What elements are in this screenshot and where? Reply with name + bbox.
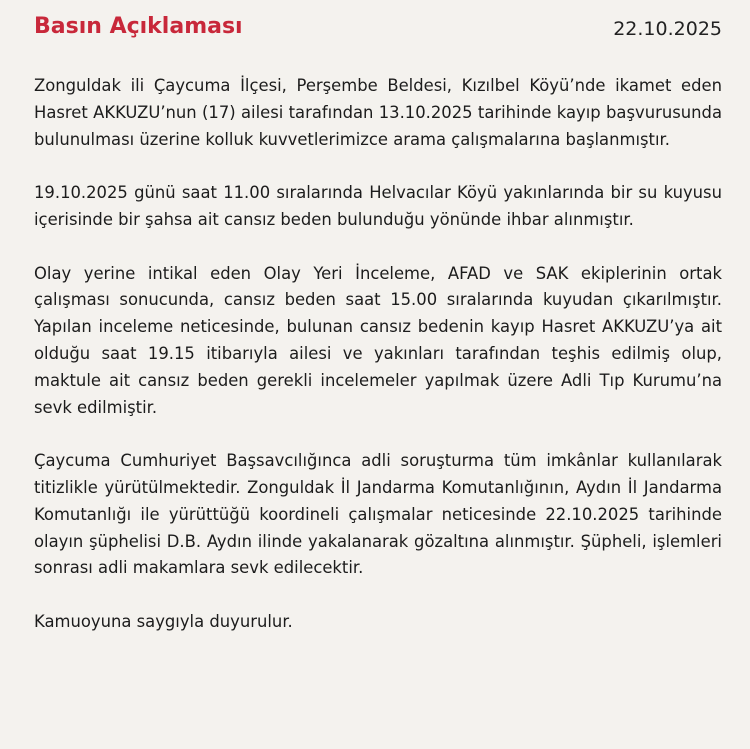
paragraph-tip-received: 19.10.2025 günü saat 11.00 sıralarında Helvacılar Köyü yakınlarında bir su kuyusu içerisinde bir şahsa ait cansız beden bulunduğu yönünde ihbar alınmıştır. [34, 183, 722, 229]
document-body [34, 73, 722, 636]
paragraph-investigation: Çaycuma Cumhuriyet Başsavcılığınca adli soruşturma tüm imkânlar kullanılarak titizlikle yürütülmektedir. Zonguldak İl Jandarma Komutanlığının, Aydın İl Jandarma Komutanlığı ile yürüttüğü koordineli çalışmalar neticesinde 22.10.2025 tarihinde olayın şüphelisi D.B. Aydın ilinde yakalanarak gözaltına alınmıştır. Şüpheli, işlemleri sonrası adli makamlara sevk edilecektir. [34, 451, 722, 578]
document-date: 22.10.2025 [613, 18, 722, 40]
paragraph-closing: Kamuoyuna saygıyla duyurulur. [34, 611, 293, 631]
paragraph-body-recovered: Olay yerine intikal eden Olay Yeri İnceleme, AFAD ve SAK ekiplerinin ortak çalışması sonucunda, cansız beden saat 15.00 sıralarında kuyudan çıkarılmıştır. Yapılan inceleme neticesinde, bulunan cansız bedenin kayıp Hasret AKKUZU’ya ait olduğu saat 19.15 itibarıyla ailesi ve yakınları tarafından teşhis edilmiş olup, maktule ait cansız beden gerekli incelemeler yapılmak üzere Adli Tıp Kurumu’na sevk edilmiştir. [34, 263, 722, 417]
document-title: Basın Açıklaması [34, 14, 243, 39]
paragraph-missing-report: Zonguldak ili Çaycuma İlçesi, Perşembe Beldesi, Kızılbel Köyü’nde ikamet eden Hasret AKKUZU’nun (17) ailesi tarafından 13.10.2025 tarihinde kayıp başvurusunda bulunulması üzerine kolluk kuvvetlerimizce arama çalışmalarına başlanmıştır. [34, 76, 722, 149]
